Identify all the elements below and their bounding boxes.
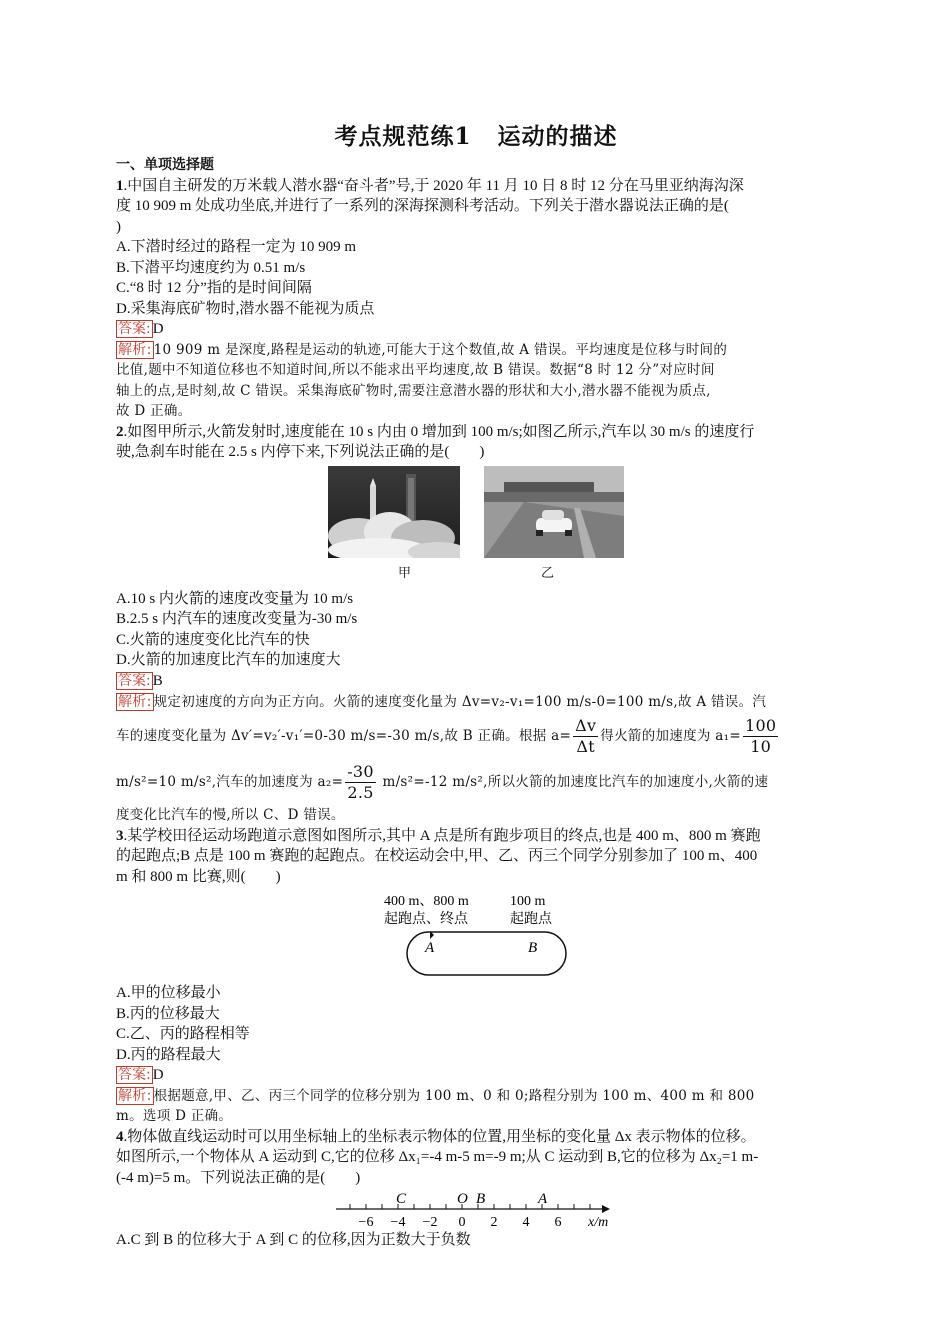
axis-tick-label: 0 bbox=[458, 1215, 466, 1230]
car-braking-image bbox=[484, 466, 624, 558]
q3-explanation: 解析: 根据题意,甲、乙、丙三个同学的位移分别为 100 m、0 和 0;路程分别为 100 m、400 m 和 800 m。选项 D 正确。 bbox=[116, 1087, 755, 1124]
q3-answer: 答案: D bbox=[118, 1067, 164, 1083]
q2-option-c: C.火箭的速度变化比汽车的快 bbox=[116, 631, 310, 648]
q2-captions bbox=[116, 562, 836, 581]
question-1: 1.中国自主研发的万米载人潜水器“奋斗者”号,于 2020 年 11 月 10 日 8 时 12 分在马里亚纳海沟深 度 10 909 m 处成功坐底,并进行了一系列的深海探测科考活动。下列关于潜水器说法正确的是( ) A.下潜时经过的路程一定为 10 909 m B.下潜平均速度约为 0.51 m/s C.“8 时 12 分”指的是时间间隔 D.采集海底矿物时,潜水器不能视为质点 答案: D 解析: 10 909 m 是深度,路程是运动的轨迹,可能大于这个数值,故 A 错误。平均速度是位移与时间的 比值,题中不知道位移也不知道时间,所以不能求出平均速度,故 B 错误。数据“8 时 12 分”对应时间 轴上的点,是时刻,故 C 错误。采集海底矿物时,需要注意潜水器的形状和大小,潜水器不能视为质点, 故 D 正确。 bbox=[116, 176, 836, 422]
q3-option-d: D.丙的路程最大 bbox=[116, 1046, 221, 1063]
axis-unit: x/m bbox=[588, 1215, 609, 1230]
axis-arrow bbox=[602, 1205, 610, 1213]
track-diagram bbox=[116, 887, 836, 983]
label-start-finish: 起跑点、终点 bbox=[384, 911, 468, 927]
rocket-launch-image bbox=[328, 466, 460, 558]
q1-option-d: D.采集海底矿物时,潜水器不能视为质点 bbox=[116, 300, 375, 317]
q1-explanation: 解析: 10 909 m 是深度,路程是运动的轨迹,可能大于这个数值,故 A 错误。平均速度是位移与时间的 比值,题中不知道位移也不知道时间,所以不能求出平均速度,故 B 错误。数据“8 时 12 分”对应时间 轴上的点,是时刻,故 C 错误。采集海底矿物时,需要注意潜水器的形状和大小,潜水器不能视为质点, 故 D 正确。 bbox=[116, 341, 728, 419]
point-b: B bbox=[528, 940, 538, 956]
q2-figures bbox=[116, 466, 836, 558]
analysis-tag: 解析: bbox=[118, 1087, 152, 1104]
q4-option-a: A.C 到 B 的位移大于 A 到 C 的位移,因为正数大于负数 bbox=[116, 1232, 471, 1248]
point-a: A bbox=[538, 1191, 548, 1207]
point-o: O bbox=[457, 1191, 468, 1207]
axis-tick-label: −6 bbox=[358, 1215, 374, 1230]
question-3: 3.某学校田径运动场跑道示意图如图所示,其中 A 点是所有跑步项目的终点,也是 400 m、800 m 赛跑 的起跑点;B 点是 100 m 赛跑的起跑点。在校运动会中,甲、乙、丙三个同学分别参加了 100 m、400 m 和 800 m 比赛,则( ) 400 m、800 m 起跑点、终点 100 m 起跑点 A B A.甲的位移最小 B.丙的位移最大 C.乙、丙的路程相等 D.丙的路程最大 答案: D 解析: 根据题意,甲、乙、丙三个同学的位移分别为 100 m、0 和 0;路程分别为 100 m、400 m 和 800 m。选项 D 正确。 bbox=[116, 826, 836, 1127]
axis-tick-label: −4 bbox=[390, 1215, 406, 1230]
q3-option-b: B.丙的位移最大 bbox=[116, 1005, 220, 1022]
point-b: B bbox=[476, 1191, 486, 1207]
label-100m: 100 m bbox=[510, 894, 546, 909]
q1-option-a: A.下潜时经过的路程一定为 10 909 m bbox=[116, 239, 357, 255]
fraction-dv-dt: $\frac{\Delta v}{\Delta t}$ bbox=[575, 716, 597, 756]
point-a: A bbox=[425, 940, 435, 956]
question-4: 4.物体做直线运动时可以用坐标轴上的坐标表示物体的位置,用坐标的变化量 Δx 表示物体的位移。 如图所示,一个物体从 A 运动到 C,它的位移 Δx₁=-4 m-5 m=-9 m;从 C 运动到 B,它的位移为 Δx₂=1 m- (-4 m)=5 m。下列说法正确的是( ) C O B A −6 −4 −2 0 2 4 6 x/m A.C 到 B 的位移大于 A 到 C 的位移,因为正数大于负数 bbox=[116, 1127, 836, 1251]
caption-jia: 甲 bbox=[397, 565, 411, 581]
worksheet-page bbox=[116, 118, 836, 1251]
q2-answer: 答案: B bbox=[118, 672, 163, 689]
q1-option-b: B.下潜平均速度约为 0.51 m/s bbox=[116, 259, 306, 276]
q3-option-c: C.乙、丙的路程相等 bbox=[116, 1026, 250, 1042]
page-title: 考点规范练1 运动的描述 bbox=[334, 123, 618, 150]
fraction-100-10: $\frac{100}{10}$ bbox=[744, 716, 777, 756]
analysis-tag: 解析: bbox=[118, 694, 152, 710]
axis-tick-label: 6 bbox=[554, 1215, 562, 1230]
label-400-800m: 400 m、800 m bbox=[384, 894, 469, 909]
q3-option-a: A.甲的位移最小 bbox=[116, 985, 221, 1001]
axis-tick-label: −2 bbox=[422, 1215, 438, 1230]
answer-tag: 答案: bbox=[118, 1067, 151, 1083]
section-heading: 一、单项选择题 bbox=[116, 157, 214, 173]
q1-answer: 答案: D bbox=[118, 321, 164, 337]
answer-tag: 答案: bbox=[118, 672, 151, 689]
label-start: 起跑点 bbox=[510, 911, 552, 927]
axis-tick-label: 2 bbox=[490, 1215, 498, 1230]
caption-yi: 乙 bbox=[541, 565, 555, 581]
axis-tick-label: 4 bbox=[522, 1215, 530, 1230]
q2-option-b: B.2.5 s 内汽车的速度改变量为-30 m/s bbox=[116, 611, 358, 627]
question-2: 2.如图甲所示,火箭发射时,速度能在 10 s 内由 0 增加到 100 m/s;如图乙所示,汽车以 30 m/s 的速度行 驶,急刹车时能在 2.5 s 内停下来,下列说法正确的是( ) 甲 乙 A.10 s 内火箭的速度改变量为 10 m/s B.2.5 s 内汽车的速度改变量为-30 m/s C.火箭的速度变化比汽车的快 D.火箭的加速度比汽车的加速度大 答案: B 解析: 规定初速度的方向为正方向。火箭的速度变化量为 Δv=v₂-v₁=100 m/s-0=100 m/s,故 A 错误。汽 车的速度变化量为 Δv′=v₂′-v₁′=0-30 m/s=-30 m/s,故 B 正确。根据 a= $\frac{\Delta v}{\Delta t}$ 得火箭的加速度为 a₁= $\frac{100}{10}$ m/s²=10 m/s²,汽车的加速度为 a₂= $\frac{-30}{2.5}$ m/s²=-12 m/s²,所以火箭的加速度比汽车的加速度小,火箭的速 度变化比汽车的慢,所以 C、D 错误。 bbox=[116, 422, 836, 826]
q2-explanation: 解析: 规定初速度的方向为正方向。火箭的速度变化量为 Δv=v₂-v₁=100 m/s-0=100 m/s,故 A 错误。汽 车的速度变化量为 Δv′=v₂′-v₁′=0-30 m/s=-30 m/s,故 B 正确。根据 a= $\frac{\Delta v}{\Delta t}$ 得火箭的加速度为 a₁= $\frac{100}{10}$ m/s²=10 m/s²,汽车的加速度为 a₂= $\frac{-30}{2.5}$ m/s²=-12 m/s²,所以火箭的加速度比汽车的加速度小,火箭的速 度变化比汽车的慢,所以 C、D 错误。 bbox=[116, 694, 777, 823]
point-c: C bbox=[396, 1191, 407, 1207]
answer-tag: 答案: bbox=[118, 321, 151, 337]
analysis-tag: 解析: bbox=[118, 341, 152, 358]
fraction-minus30-2.5: $\frac{-30}{2.5}$ bbox=[347, 762, 374, 802]
q2-option-d: D.火箭的加速度比汽车的加速度大 bbox=[116, 652, 341, 668]
q2-option-a: A.10 s 内火箭的速度改变量为 10 m/s bbox=[116, 590, 354, 607]
number-line-diagram bbox=[116, 1188, 836, 1230]
q1-option-c: C.“8 时 12 分”指的是时间间隔 bbox=[116, 280, 312, 296]
